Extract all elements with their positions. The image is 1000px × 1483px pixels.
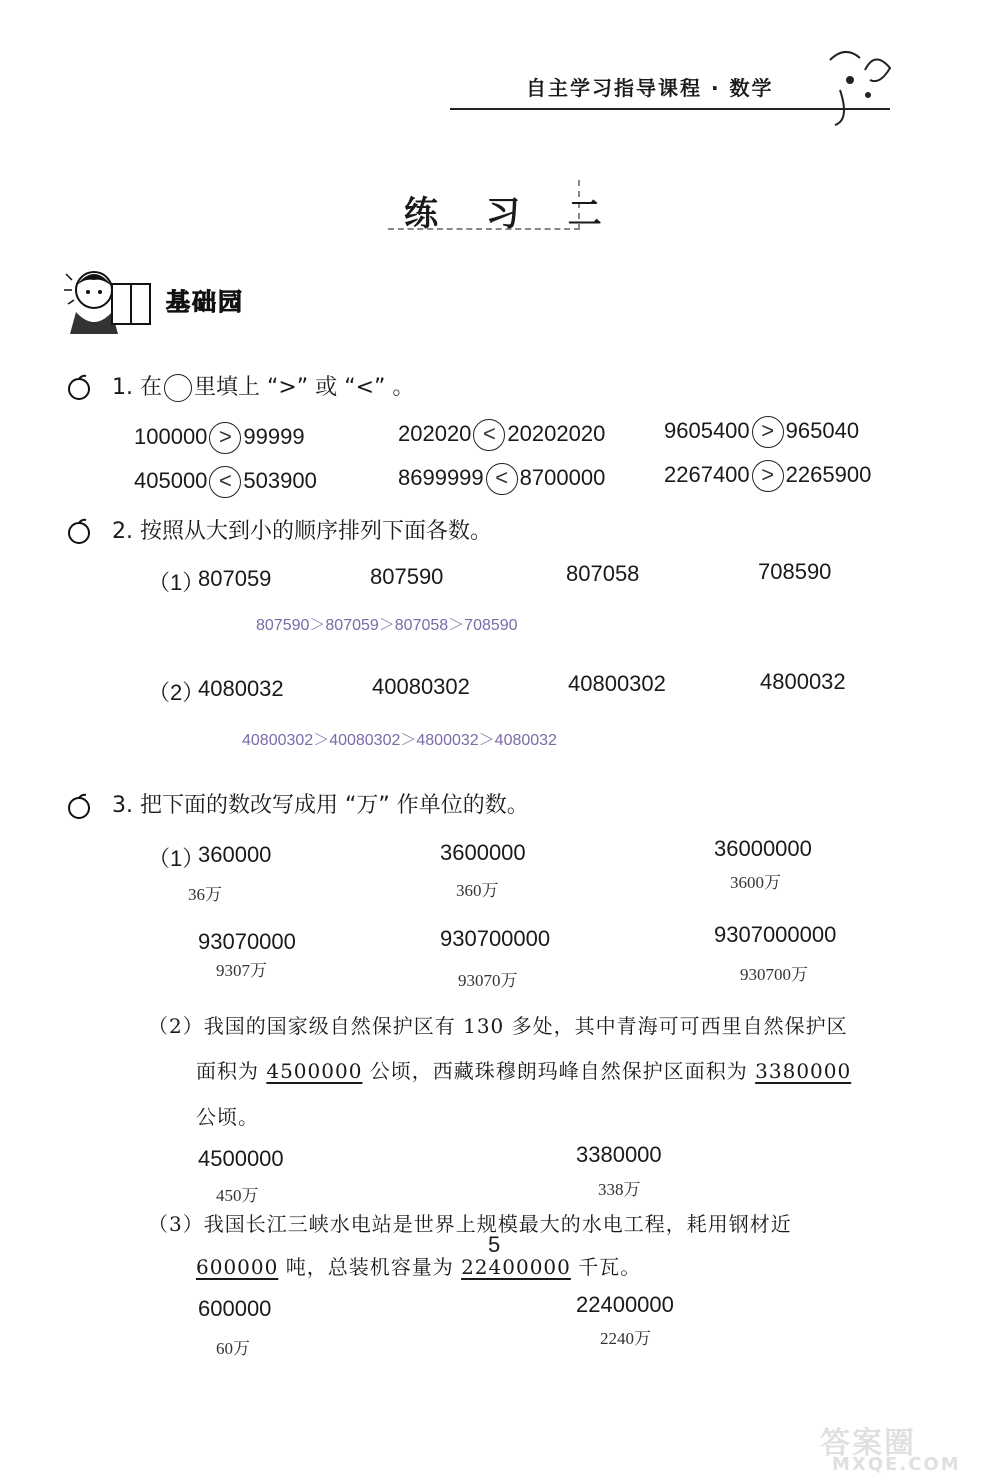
q1-prompt-post: 里填上 “>” 或 “<” 。 (193, 375, 415, 400)
q2-p1-answer: 807590＞807059＞807058＞708590 (256, 617, 518, 634)
comp-sign: < (486, 463, 518, 495)
q3-answer: 36万 (188, 885, 222, 904)
comp-sign: > (209, 422, 241, 454)
q3-p2-line2 (196, 1055, 851, 1084)
q3-answer: 3600万 (730, 873, 781, 892)
q3-p2-text: 我国的国家级自然保护区有 130 多处，其中青海可可西里自然保护区 (203, 1014, 848, 1038)
q3-answer: 338万 (598, 1180, 641, 1199)
q2-p2-label: （2） (148, 680, 205, 705)
section-label: 基础园 (166, 288, 244, 316)
comp-sign: > (752, 460, 784, 492)
underlined-number: 22400000 (461, 1255, 571, 1279)
comparison (134, 466, 317, 498)
q3-p3-text: 我国长江三峡水电站是世界上规模最大的水电工程，耗用钢材近 (203, 1212, 792, 1236)
q2-p1-label: （1） (148, 570, 205, 595)
q3-p2-line3: 公顷。 (196, 1105, 259, 1129)
q3-p2-text: 公顷，西藏珠穆朗玛峰自然保护区面积为 (362, 1059, 756, 1083)
comp-sign: > (752, 416, 784, 448)
book-title: 自主学习指导课程 · 数学 (526, 76, 774, 100)
q3-answer: 930700万 (740, 965, 808, 984)
q3-answer: 450万 (216, 1186, 259, 1205)
comparison (664, 416, 859, 448)
q3-number: 3600000 (440, 840, 526, 865)
comp-right: 2265900 (785, 461, 872, 487)
comp-left: 405000 (134, 467, 208, 493)
q1-prompt (112, 370, 414, 402)
page-number: 5 (488, 1232, 501, 1257)
comp-right: 99999 (243, 423, 305, 449)
underlined-number: 3380000 (755, 1059, 852, 1083)
q1-prompt-pre: 1. 在 (112, 375, 162, 400)
comp-right: 20202020 (507, 420, 606, 446)
q2-number: 4080032 (198, 676, 284, 701)
watermark-url: MXQE.COM (832, 1454, 961, 1475)
q3-number: 930700000 (440, 926, 551, 951)
q3-number: 600000 (198, 1296, 272, 1321)
q3-p3-line1 (148, 1208, 792, 1237)
q3-number: 36000000 (714, 836, 812, 861)
comp-sign: < (209, 466, 241, 498)
q3-p2-label: （2） (148, 1014, 204, 1038)
q2-number: 807058 (566, 561, 640, 586)
student-reading-icon (62, 262, 162, 342)
q2-prompt: 2. 按照从大到小的顺序排列下面各数。 (112, 519, 492, 544)
q2-number: 807590 (370, 564, 444, 589)
comparison (664, 460, 871, 492)
q3-number: 9307000000 (714, 922, 837, 947)
q3-p3-label: （3） (148, 1212, 204, 1236)
q2-number: 40800302 (568, 671, 666, 696)
q3-p2-line1 (148, 1010, 848, 1039)
q3-answer: 93070万 (458, 971, 518, 990)
q3-number: 4500000 (198, 1146, 284, 1171)
q2-p2-answer: 40800302＞40080302＞4800032＞4080032 (242, 732, 557, 749)
q3-prompt: 3. 把下面的数改写成用 “万” 作单位的数。 (112, 793, 529, 818)
comp-left: 8699999 (398, 464, 484, 490)
apple-icon (66, 518, 92, 544)
comp-sign: < (473, 419, 505, 451)
q3-number: 360000 (198, 842, 272, 867)
underlined-number: 4500000 (266, 1059, 363, 1083)
q3-answer: 2240万 (600, 1329, 651, 1348)
watermark: 答案圈 (820, 1426, 916, 1461)
q3-answer: 360万 (456, 881, 499, 900)
q2-number: 4800032 (760, 669, 846, 694)
q3-p1-label: （1） (148, 846, 205, 871)
comp-right: 8700000 (519, 464, 606, 490)
comparison (398, 419, 605, 451)
q3-number: 93070000 (198, 929, 296, 954)
comp-right: 965040 (785, 417, 860, 443)
q3-p3-line2 (196, 1251, 641, 1280)
q2-number: 708590 (758, 559, 832, 584)
q3-p3-text: 吨，总装机容量为 (278, 1255, 462, 1279)
q3-p2-text: 面积为 (196, 1059, 267, 1083)
q3-number: 22400000 (576, 1292, 674, 1317)
blank-circle (164, 374, 192, 402)
q3-number: 3380000 (576, 1142, 662, 1167)
comparison (134, 422, 305, 454)
doodle-icon (820, 40, 900, 130)
page-title: 练 习 二 (404, 194, 620, 234)
comp-left: 9605400 (664, 417, 750, 443)
comp-left: 100000 (134, 423, 208, 449)
underlined-number: 600000 (196, 1255, 279, 1279)
q2-number: 807059 (198, 566, 272, 591)
comp-left: 202020 (398, 420, 472, 446)
apple-icon (66, 793, 92, 819)
comp-left: 2267400 (664, 461, 750, 487)
q3-p3-text: 千瓦。 (570, 1255, 642, 1279)
comparison (398, 463, 605, 495)
apple-icon (66, 374, 92, 400)
q3-answer: 60万 (216, 1339, 250, 1358)
q3-answer: 9307万 (216, 961, 267, 980)
q2-number: 40080302 (372, 674, 470, 699)
comp-right: 503900 (243, 467, 317, 493)
